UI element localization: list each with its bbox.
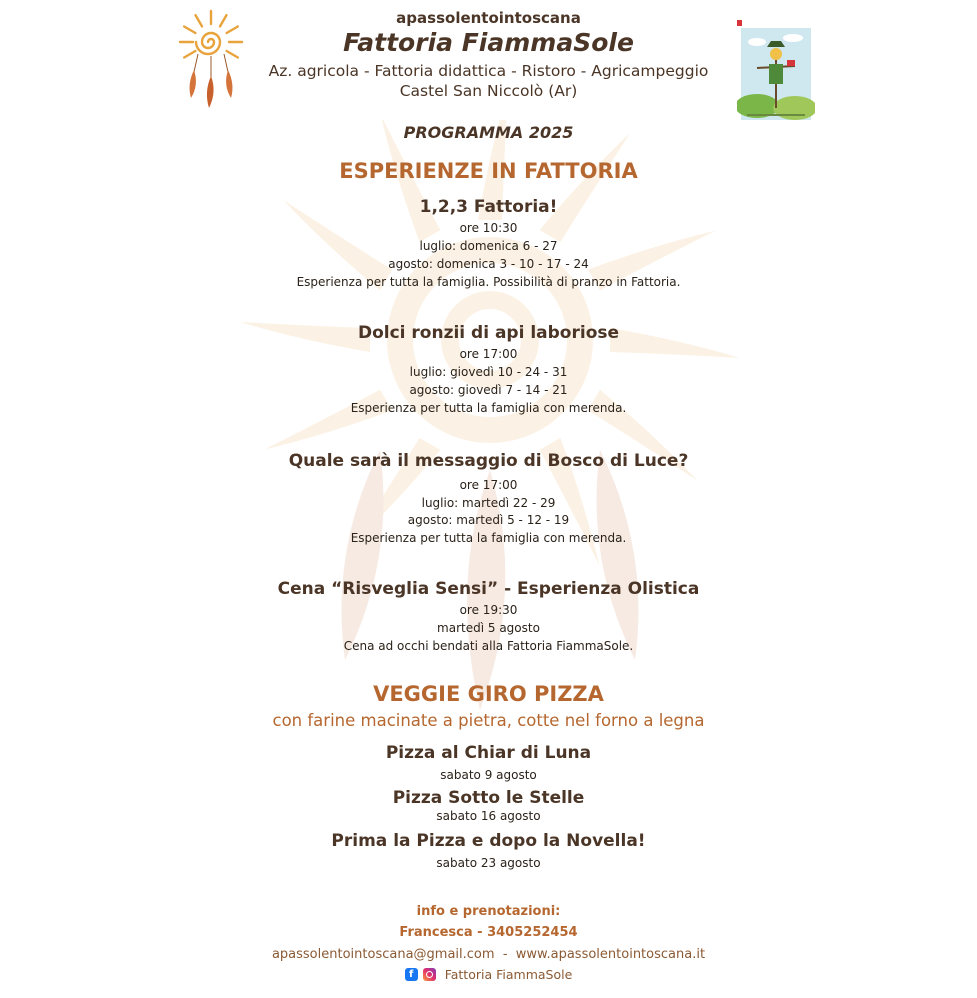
event-july-dates: luglio: giovedì 10 - 24 - 31 [409,365,568,379]
event-description: Cena ad occhi bendati alla Fattoria FiammaSole. [343,639,634,653]
event-title: Quale sarà il messaggio di Bosco di Luce? [288,451,689,471]
social-name[interactable]: Fattoria FiammaSole [444,967,573,982]
pizza-event-date: sabato 9 agosto [440,768,537,782]
contact-links [0,947,977,962]
pizza-event-title: Prima la Pizza e dopo la Novella! [331,831,646,851]
pizza-event-date: sabato 16 agosto [436,809,541,823]
event-august-dates: agosto: martedì 5 - 12 - 19 [407,513,570,527]
event-title: Dolci ronzii di api laboriose [357,323,620,343]
pizza-subheading: con farine macinate a pietra, cotte nel forno a legna [272,711,705,730]
event-july-dates: luglio: martedì 22 - 29 [421,496,556,510]
contact-separator: - [502,947,508,962]
farm-title: Fattoria FiammaSole [343,28,634,57]
pizza-event-title: Pizza Sotto le Stelle [392,788,585,808]
program-title: PROGRAMMA 2025 [403,123,574,142]
brand-name: apassolentointoscana [396,9,581,27]
email-link[interactable]: apassolentointoscana@gmail.com [271,947,495,962]
event-description: Esperienza per tutta la famiglia con merenda. [350,531,627,545]
pizza-event-title: Pizza al Chiar di Luna [385,743,592,763]
contact-heading: info e prenotazioni: [416,904,561,919]
event-time: ore 17:00 [459,347,518,361]
event-description: Esperienza per tutta la famiglia con merenda. [350,401,627,415]
event-august-dates: agosto: giovedì 7 - 14 - 21 [409,383,568,397]
social-row [0,967,977,982]
event-title: Cena “Risveglia Sensi” - Esperienza Olistica [277,579,700,599]
farm-subtitle: Az. agricola - Fattoria didattica - Ristoro - Agricampeggio [268,62,709,80]
instagram-icon[interactable] [423,968,436,981]
pizza-heading: VEGGIE GIRO PIZZA [373,682,604,706]
event-july-dates: luglio: domenica 6 - 27 [419,239,558,253]
experiences-heading: ESPERIENZE IN FATTORIA [339,159,638,183]
farm-location: Castel San Niccolò (Ar) [399,82,578,100]
event-description: Esperienza per tutta la famiglia. Possibilità di pranzo in Fattoria. [296,275,681,289]
pizza-event-date: sabato 23 agosto [436,856,541,870]
contact-person-phone: Francesca - 3405252454 [399,925,578,940]
facebook-icon[interactable]: f [405,968,418,981]
event-title: 1,2,3 Fattoria! [419,197,558,217]
event-date: martedì 5 agosto [437,621,540,635]
event-time: ore 19:30 [459,603,518,617]
event-august-dates: agosto: domenica 3 - 10 - 17 - 24 [388,257,589,271]
event-time: ore 10:30 [459,221,518,235]
website-link[interactable]: www.apassolentointoscana.it [515,947,706,962]
event-time: ore 17:00 [459,478,518,492]
